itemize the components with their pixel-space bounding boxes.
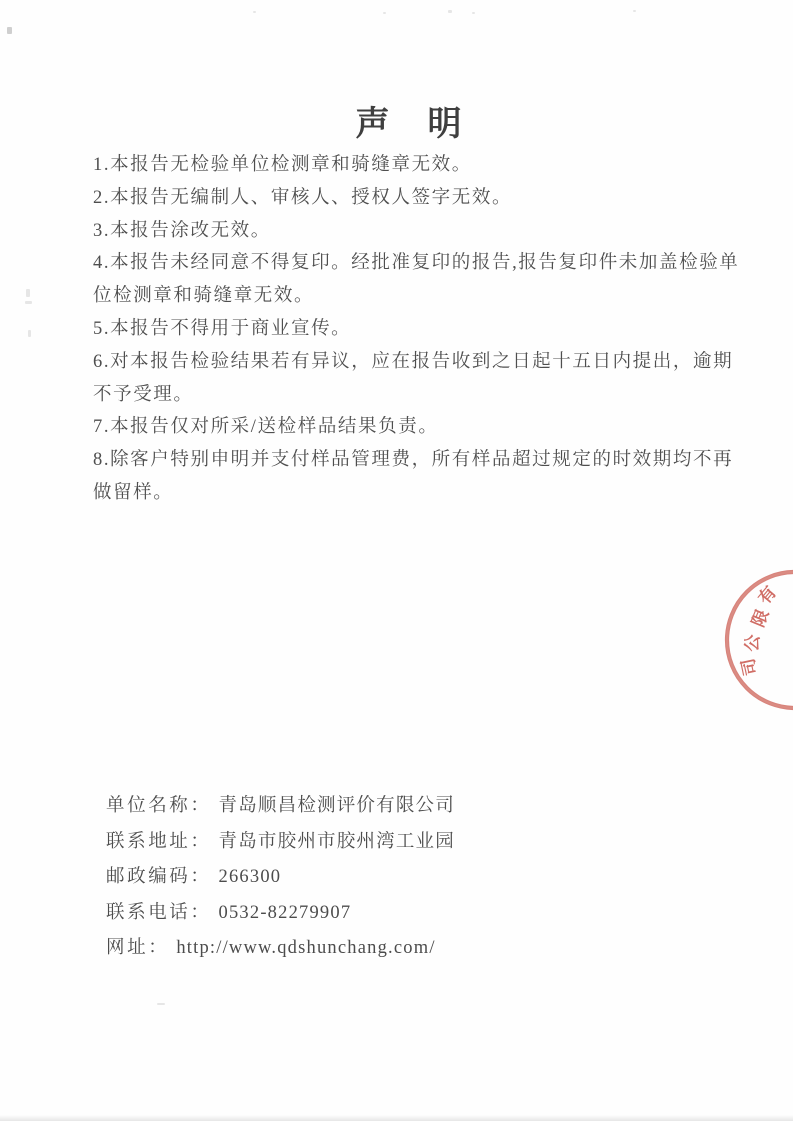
contact-label: 单位名称： <box>106 796 212 816</box>
contact-value: 青岛顺昌检测评价有限公司 <box>218 796 455 816</box>
seal-char-1: 有 <box>754 582 781 608</box>
contact-value: 青岛市胶州市胶州湾工业园 <box>218 831 455 852</box>
seal-char-3: 公 <box>742 633 763 653</box>
scan-speckle <box>26 289 30 297</box>
contact-value: http://www.qdshunchang.com/ <box>176 938 436 958</box>
scan-speckle <box>448 10 452 13</box>
statement-item-4-line-1: 4.本报告未经同意不得复印。经批准复印的报告,报告复印件未加盖检验单 <box>93 253 740 274</box>
contact-label: 网址： <box>106 938 170 958</box>
statement-item-2: 2.本报告无编制人、审核人、授权人签字无效。 <box>93 187 513 208</box>
statement-item-3: 3.本报告涂改无效。 <box>93 220 271 241</box>
scan-speckle <box>157 1003 165 1005</box>
scan-speckle <box>383 12 386 14</box>
statement-item-7: 7.本报告仅对所采/送检样品结果负责。 <box>93 417 439 438</box>
contact-label: 联系电话： <box>106 902 212 923</box>
contact-value: 266300 <box>218 867 282 887</box>
contact-row-company-name <box>106 789 455 825</box>
contact-row-website <box>106 931 455 967</box>
statement-item-1: 1.本报告无检验单位检测章和骑缝章无效。 <box>93 155 472 175</box>
contact-block <box>106 789 455 967</box>
seal-char-4: 司 <box>738 656 761 678</box>
contact-label: 邮政编码： <box>106 867 212 887</box>
scan-bottom-shadow <box>0 1115 793 1121</box>
scan-speckle <box>7 27 12 34</box>
company-seal-stamp <box>715 555 793 717</box>
contact-row-phone <box>106 896 455 932</box>
statement-body <box>93 149 739 510</box>
contact-row-address <box>106 825 455 861</box>
scan-speckle <box>25 301 32 304</box>
contact-label: 联系地址： <box>106 831 212 852</box>
scan-speckle <box>633 10 636 12</box>
page-title: 声 明 <box>355 106 464 143</box>
statement-item-8-line-2: 做留样。 <box>93 482 174 503</box>
statement-item-4-line-2: 位检测章和骑缝章无效。 <box>93 286 315 307</box>
scan-speckle <box>472 12 475 14</box>
statement-item-6-line-2: 不予受理。 <box>93 384 194 405</box>
statement-item-5: 5.本报告不得用于商业宣传。 <box>93 318 352 339</box>
statement-item-6-line-1: 6.对本报告检验结果若有异议，应在报告收到之日起十五日内提出，逾期 <box>93 351 734 372</box>
scan-speckle <box>28 330 31 337</box>
scan-speckle <box>253 11 256 13</box>
statement-item-8-line-1: 8.除客户特别申明并支付样品管理费，所有样品超过规定的时效期均不再 <box>93 450 734 471</box>
contact-row-postal-code <box>106 860 455 896</box>
contact-value: 0532-82279907 <box>218 902 352 923</box>
seal-char-2: 限 <box>748 606 773 630</box>
